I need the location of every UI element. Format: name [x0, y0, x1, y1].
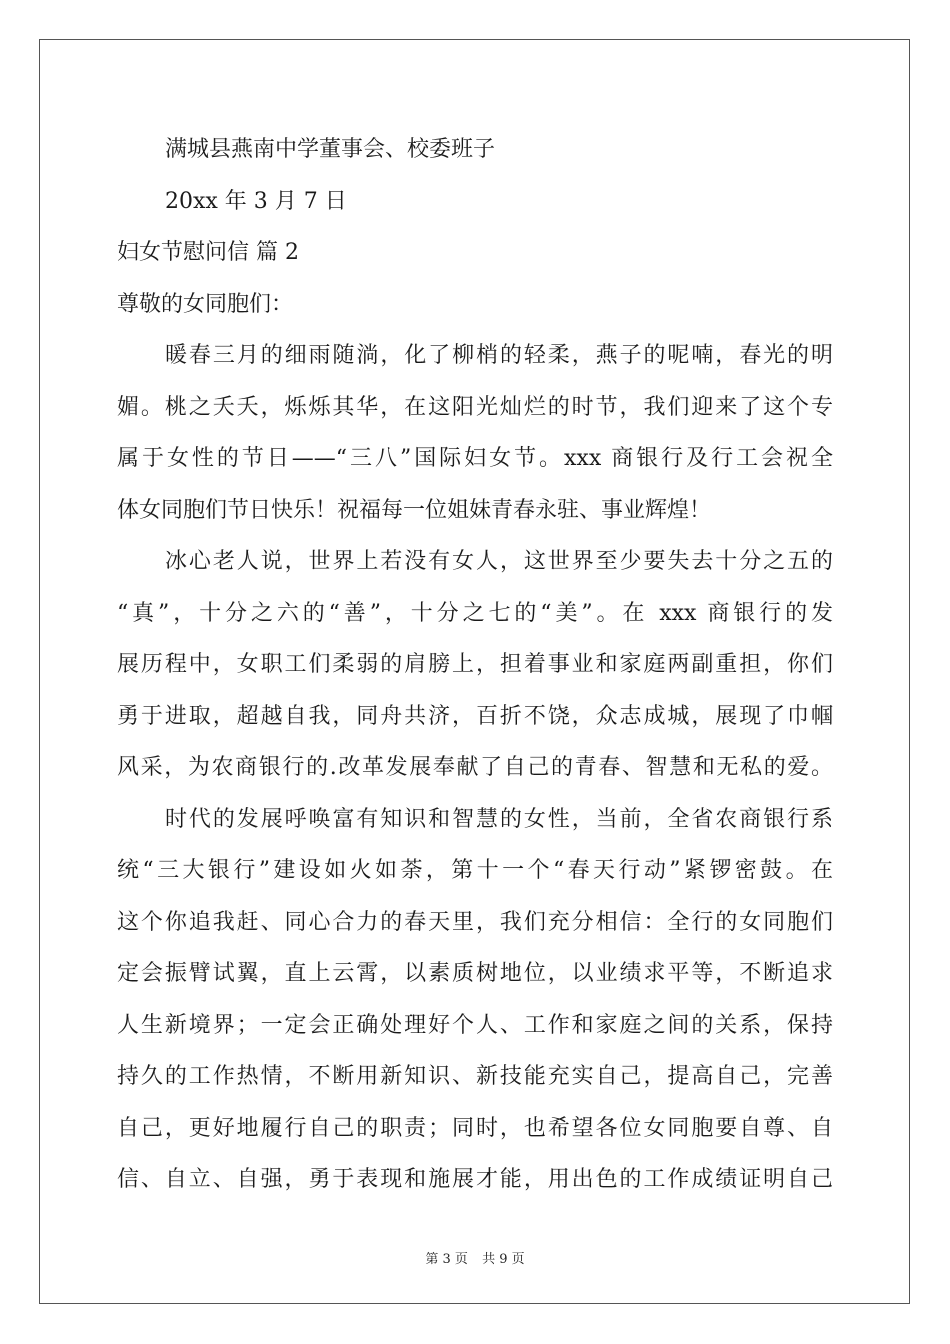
text-line: 信、自立、自强，勇于表现和施展才能，用出色的工作成绩证明自己 — [117, 1167, 833, 1192]
text-line: 妇女节慰问信 篇 2 — [117, 240, 299, 265]
text-line: 暖春三月的细雨随淌，化了柳梢的轻柔，燕子的呢喃，春光的明 — [165, 343, 833, 368]
text-line: 时代的发展呼唤富有知识和智慧的女性，当前，全省农商银行系 — [165, 806, 833, 832]
text-line: 尊敬的女同胞们： — [117, 291, 294, 317]
text-line: 人生新境界；一定会正确处理好个人、工作和家庭之间的关系，保持 — [117, 1012, 833, 1038]
text-line: 自己，更好地履行自己的职责；同时，也希望各位女同胞要自尊、自 — [117, 1115, 833, 1141]
text-line: 定会振臂试翼，直上云霄，以素质树地位，以业绩求平等，不断追求 — [117, 961, 833, 986]
page-total: 共 9 页 — [482, 1252, 525, 1267]
text-line: 勇于进取，超越自我，同舟共济，百折不饶，众志成城，展现了巾帼 — [117, 703, 833, 729]
text-line: 属于女性的节日——“三八”国际妇女节。xxx 商银行及行工会祝全 — [117, 446, 833, 471]
text-line: 冰心老人说，世界上若没有女人，这世界至少要失去十分之五的 — [165, 549, 833, 574]
text-line: 体女同胞们节日快乐！祝福每一位姐妹青春永驻、事业辉煌！ — [117, 497, 712, 523]
text-line: 统“三大银行”建设如火如荼，第十一个“春天行动”紧锣密鼓。在 — [117, 858, 833, 883]
page-footer — [0, 1248, 950, 1267]
text-line: 满城县燕南中学董事会、校委班子 — [165, 137, 496, 162]
text-line: 展历程中，女职工们柔弱的肩膀上，担着事业和家庭两副重担，你们 — [117, 652, 833, 677]
text-line: 20xx 年 3 月 7 日 — [165, 188, 347, 214]
document-body — [117, 124, 833, 1206]
text-line: 这个你追我赶、同心合力的春天里，我们充分相信：全行的女同胞们 — [117, 909, 833, 935]
page-number: 第 3 页 — [425, 1252, 468, 1267]
text-line: 风采，为农商银行的.改革发展奉献了自己的青春、智慧和无私的爱。 — [117, 755, 833, 780]
text-line: 媚。桃之夭夭，烁烁其华，在这阳光灿烂的时节，我们迎来了这个专 — [117, 394, 833, 420]
text-line: “真”，十分之六的“善”，十分之七的“美”。在 xxx 商银行的发 — [117, 600, 833, 626]
text-line: 持久的工作热情，不断用新知识、新技能充实自己，提高自己，完善 — [117, 1064, 833, 1089]
